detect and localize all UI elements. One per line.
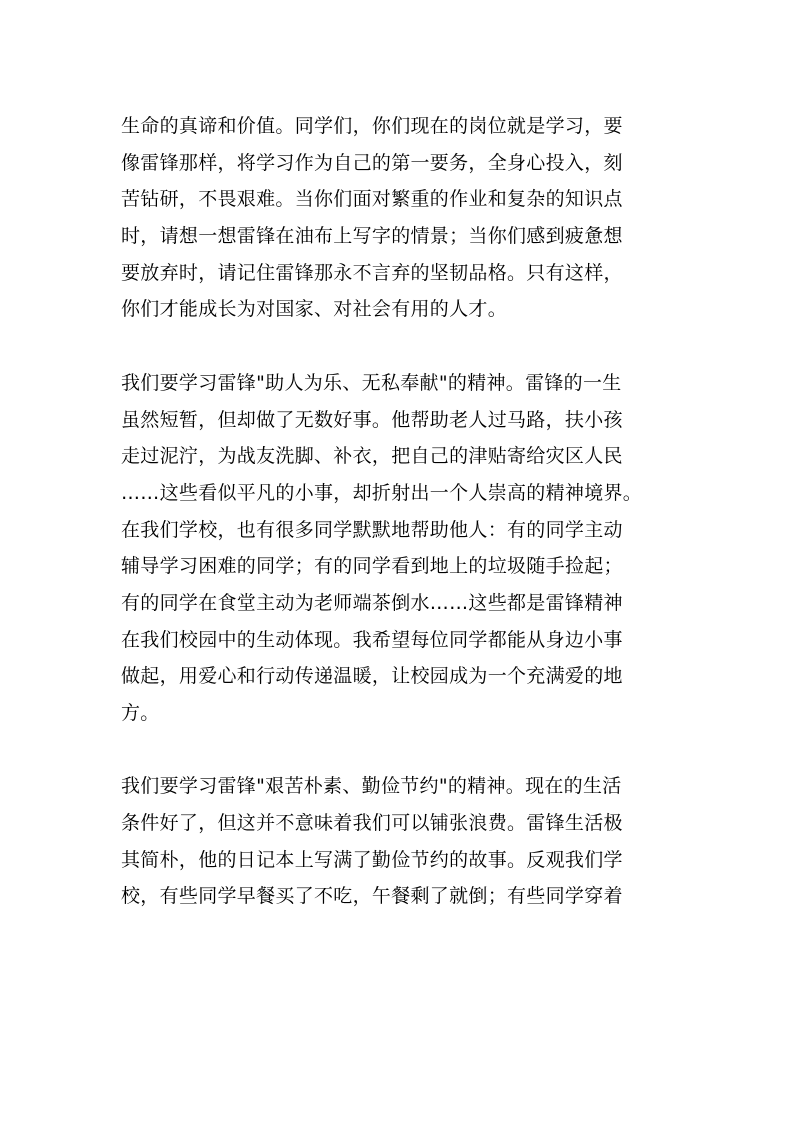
text-line: 条件好了，但这并不意味着我们可以铺张浪费。雷锋生活极 [121, 812, 623, 835]
text-line: 我们要学习雷锋"助人为乐、无私奉献"的精神。雷锋的一生 [121, 371, 622, 394]
paragraph-study-spirit [121, 108, 691, 328]
text-line: 虽然短暂，但却做了无数好事。他帮助老人过马路，扶小孩 [121, 408, 623, 431]
paragraph-frugality [121, 768, 691, 915]
text-line: 你们才能成长为对国家、对社会有用的人才。 [121, 298, 508, 321]
text-line: 时，请想一想雷锋在油布上写字的情景；当你们感到疲惫想 [121, 225, 623, 248]
text-line: 在我们校园中的生动体现。我希望每位同学都能从身边小事 [121, 628, 623, 651]
text-line: 像雷锋那样，将学习作为自己的第一要务，全身心投入，刻 [121, 151, 623, 174]
text-line: 做起，用爱心和行动传递温暖，让校园成为一个充满爱的地 [121, 665, 623, 688]
text-line: 辅导学习困难的同学；有的同学看到地上的垃圾随手捡起； [121, 555, 623, 578]
text-line: 要放弃时，请记住雷锋那永不言弃的坚韧品格。只有这样， [121, 261, 623, 284]
text-line: ……这些看似平凡的小事，却折射出一个人崇高的精神境界。 [121, 481, 643, 504]
text-line: 生命的真谛和价值。同学们，你们现在的岗位就是学习，要 [121, 115, 623, 137]
text-line: 校，有些同学早餐买了不吃，午餐剩了就倒；有些同学穿着 [121, 885, 623, 908]
text-line: 有的同学在食堂主动为老师端茶倒水……这些都是雷锋精神 [121, 591, 623, 614]
paragraph-helping-others [121, 365, 691, 732]
text-line: 在我们学校，也有很多同学默默地帮助他人：有的同学主动 [121, 518, 623, 541]
text-line: 方。 [121, 702, 160, 724]
paragraph-gap [121, 328, 691, 365]
text-line: 其简朴，他的日记本上写满了勤俭节约的故事。反观我们学 [121, 848, 623, 871]
text-line: 走过泥泞，为战友洗脚、补衣，把自己的津贴寄给灾区人民 [121, 445, 623, 468]
text-line: 我们要学习雷锋"艰苦朴素、勤俭节约"的精神。现在的生活 [121, 775, 622, 798]
paragraph-gap [121, 732, 691, 769]
text-line: 苦钻研，不畏艰难。当你们面对繁重的作业和复杂的知识点 [121, 188, 623, 211]
document-body [121, 108, 691, 915]
